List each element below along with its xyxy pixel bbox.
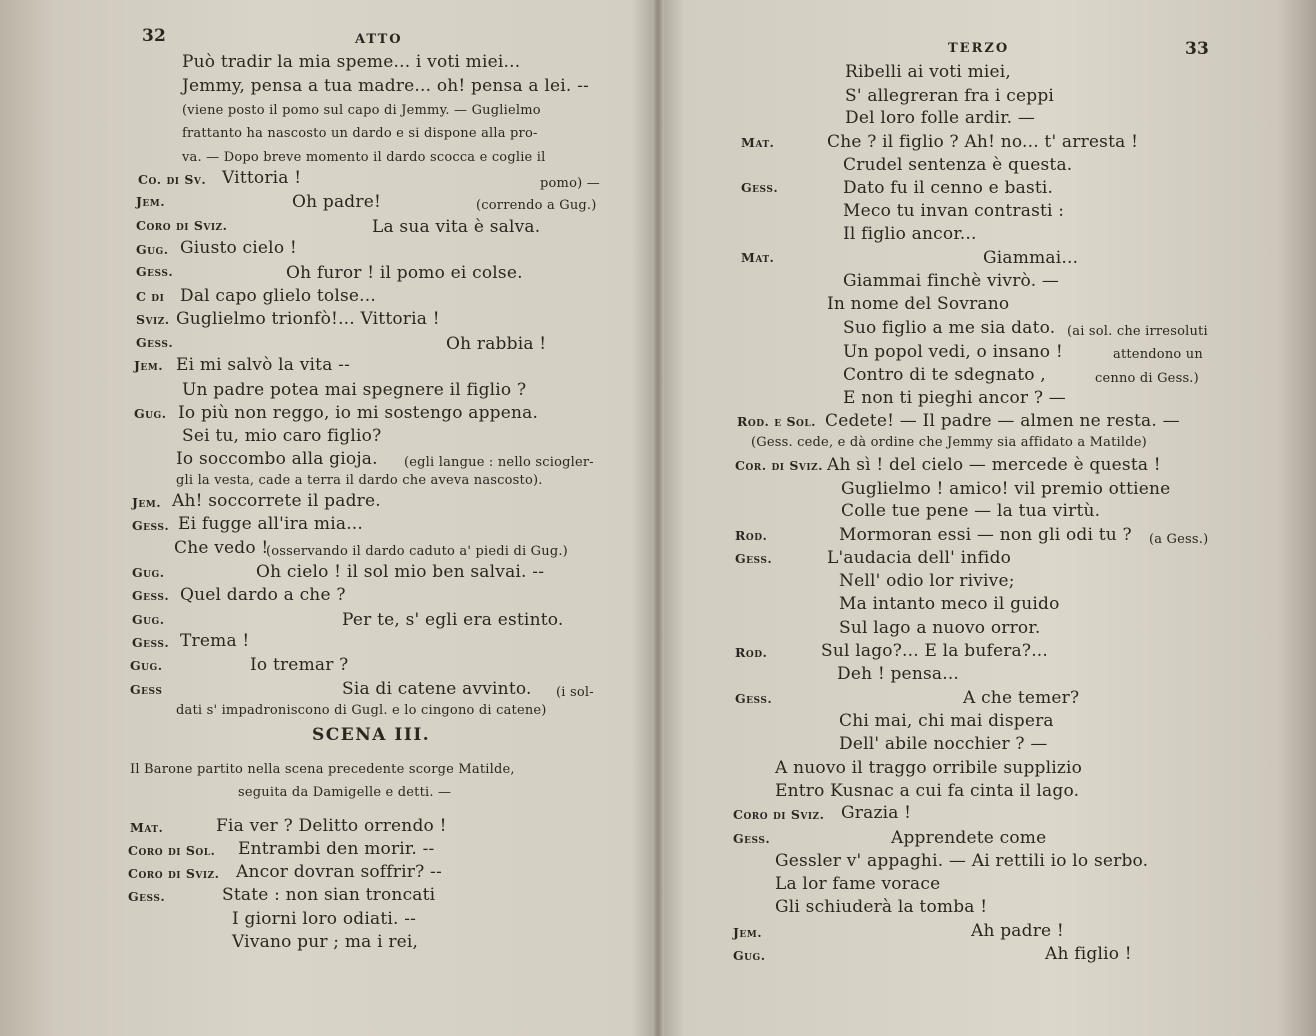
verse-line: Un padre potea mai spegnere il figlio ? — [182, 380, 527, 400]
verse-line: In nome del Sovrano — [827, 294, 1010, 314]
stage-direction: (a Gess.) — [1149, 532, 1209, 547]
stage-direction: cenno di Gess.) — [1095, 371, 1199, 386]
speaker-label: Rod. — [735, 528, 768, 543]
verse-line: Oh furor ! il pomo ei colse. — [286, 263, 523, 283]
verse-line: Entro Kusnac a cui fa cinta il lago. — [775, 781, 1080, 801]
speaker-label: Rod. — [735, 645, 768, 660]
speaker-label: Gug. — [132, 612, 165, 627]
speaker-label: Gess. — [132, 588, 170, 603]
verse-line: Apprendete come — [891, 828, 1047, 848]
stage-direction: attendono un — [1113, 347, 1203, 362]
verse-line: La sua vita è salva. — [372, 217, 541, 237]
verse-line: Quel dardo a che ? — [180, 585, 346, 605]
verse-line: L'audacia dell' infido — [827, 548, 1012, 568]
stage-direction: (viene posto il pomo sul capo di Jemmy. — Guglielmo — [182, 103, 541, 118]
stage-direction: (correndo a Gug.) — [476, 198, 597, 213]
verse-line: Dal capo glielo tolse... — [180, 286, 376, 306]
speaker-label: Jem. — [733, 925, 763, 940]
verse-line: Sia di catene avvinto. — [342, 679, 532, 699]
verse-line: E non ti pieghi ancor ? — — [843, 388, 1066, 408]
stage-direction: (osservando il dardo caduto a' piedi di Gug.) — [266, 544, 568, 559]
verse-line: Ribelli ai voti miei, — [845, 62, 1012, 82]
running-head: ATTO — [355, 32, 403, 47]
verse-line: Sei tu, mio caro figlio? — [182, 426, 382, 446]
verse-line: Nell' odio lor rivive; — [839, 571, 1015, 591]
verse-line: Jemmy, pensa a tua madre... oh! pensa a lei. -- — [182, 76, 589, 96]
speaker-label: Mat. — [741, 135, 775, 150]
speaker-label: C di — [136, 289, 165, 304]
verse-line: Che ? il figlio ? Ah! no... t' arresta ! — [827, 132, 1139, 152]
speaker-label: Gess — [130, 682, 163, 697]
right-page — [661, 0, 1316, 1036]
verse-line: Giammai... — [983, 248, 1079, 268]
speaker-label: Sviz. — [136, 312, 170, 327]
speaker-label: Gug. — [733, 948, 766, 963]
speaker-label: Gess. — [132, 518, 170, 533]
verse-line: A nuovo il traggo orribile supplizio — [775, 758, 1083, 778]
speaker-label: Gess. — [735, 551, 773, 566]
speaker-label: Co. di Sv. — [138, 172, 207, 187]
verse-line: Io tremar ? — [250, 655, 349, 675]
verse-line: Ah figlio ! — [1045, 944, 1132, 964]
verse-line: Vittoria ! — [222, 168, 302, 188]
stage-direction: (egli langue : nello sciogler- — [404, 455, 594, 470]
scene-heading: SCENA III. — [312, 725, 431, 745]
stage-direction: dati s' impadroniscono di Gugl. e lo cingono di catene) — [176, 703, 547, 718]
verse-line: Ah padre ! — [971, 921, 1064, 941]
verse-line: Che vedo ! — [174, 538, 269, 558]
speaker-label: Gug. — [136, 242, 169, 257]
speaker-label: Mat. — [130, 820, 164, 835]
speaker-label: Mat. — [741, 250, 775, 265]
verse-line: Oh padre! — [292, 192, 382, 212]
stage-direction: (Gess. cede, e dà ordine che Jemmy sia affidato a Matilde) — [751, 435, 1147, 450]
speaker-label: Gess. — [735, 691, 773, 706]
speaker-label: Coro di Sviz. — [733, 807, 825, 822]
verse-line: Grazia ! — [841, 803, 912, 823]
verse-line: Per te, s' egli era estinto. — [342, 610, 564, 630]
stage-direction: Il Barone partito nella scena precedente scorge Matilde, — [130, 762, 515, 777]
verse-line: Entrambi den morir. -- — [238, 839, 435, 859]
verse-line: Guglielmo trionfò!... Vittoria ! — [176, 309, 440, 329]
verse-line: Io più non reggo, io mi sostengo appena. — [178, 403, 539, 423]
verse-line: Ei mi salvò la vita -- — [176, 355, 351, 375]
speaker-label: Coro di Sviz. — [136, 218, 228, 233]
verse-line: I giorni loro odiati. -- — [232, 909, 417, 929]
verse-line: Trema ! — [180, 631, 250, 651]
verse-line: Colle tue pene — la tua virtù. — [841, 501, 1101, 521]
stage-direction: (i sol- — [556, 685, 594, 700]
speaker-label: Gug. — [134, 406, 167, 421]
verse-line: Gessler v' appaghi. — Ai rettili io lo serbo. — [775, 851, 1149, 871]
speaker-label: Gug. — [132, 565, 165, 580]
verse-line: Sul lago?... E la bufera?... — [821, 641, 1049, 661]
stage-direction: (ai sol. che irresoluti — [1067, 324, 1208, 339]
speaker-label: Coro di Sol. — [128, 843, 216, 858]
verse-line: Del loro folle ardir. — — [845, 108, 1036, 128]
left-page — [0, 0, 655, 1036]
speaker-label: Gess. — [136, 335, 174, 350]
speaker-label: Cor. di Sviz. — [735, 458, 823, 473]
page-number: 33 — [1185, 39, 1210, 59]
verse-line: Ah sì ! del cielo — mercede è questa ! — [827, 455, 1161, 475]
verse-line: Sul lago a nuovo orror. — [839, 618, 1041, 638]
verse-line: Meco tu invan contrasti : — [843, 201, 1065, 221]
verse-line: Chi mai, chi mai dispera — [839, 711, 1054, 731]
verse-line: Cedete! — Il padre — almen ne resta. — — [825, 411, 1180, 431]
verse-line: Vivano pur ; ma i rei, — [232, 932, 419, 952]
speaker-label: Gess. — [132, 635, 170, 650]
speaker-label: Gess. — [733, 831, 771, 846]
stage-direction: va. — Dopo breve momento il dardo scocca e coglie il — [182, 150, 546, 165]
verse-line: Oh rabbia ! — [446, 334, 547, 354]
verse-line: State : non sian troncati — [222, 885, 436, 905]
verse-line: La lor fame vorace — [775, 874, 941, 894]
speaker-label: Rod. e Sol. — [737, 414, 816, 429]
stage-direction: pomo) — — [540, 176, 600, 191]
page-number: 32 — [142, 26, 167, 46]
verse-line: Ah! soccorrete il padre. — [172, 491, 381, 511]
verse-line: Guglielmo ! amico! vil premio ottiene — [841, 479, 1171, 499]
verse-line: Contro di te sdegnato , — [843, 365, 1046, 385]
verse-line: S' allegreran fra i ceppi — [845, 86, 1055, 106]
verse-line: Suo figlio a me sia dato. — [843, 318, 1056, 338]
verse-line: Gli schiuderà la tomba ! — [775, 897, 988, 917]
speaker-label: Gess. — [741, 180, 779, 195]
verse-line: Fia ver ? Delitto orrendo ! — [216, 816, 447, 836]
verse-line: Mormoran essi — non gli odi tu ? — [839, 525, 1132, 545]
speaker-label: Jem. — [132, 495, 162, 510]
speaker-label: Jem. — [136, 194, 166, 209]
speaker-label: Coro di Sviz. — [128, 866, 220, 881]
verse-line: Crudel sentenza è questa. — [843, 155, 1073, 175]
verse-line: Dato fu il cenno e basti. — [843, 178, 1054, 198]
verse-line: A che temer? — [963, 688, 1080, 708]
verse-line: Un popol vedi, o insano ! — [843, 342, 1063, 362]
verse-line: Ancor dovran soffrir? -- — [236, 862, 442, 882]
stage-direction: gli la vesta, cade a terra il dardo che aveva nascosto). — [176, 473, 543, 488]
stage-direction: seguita da Damigelle e detti. — — [238, 785, 452, 800]
verse-line: Il figlio ancor... — [843, 224, 977, 244]
speaker-label: Jem. — [134, 358, 164, 373]
verse-line: Oh cielo ! il sol mio ben salvai. -- — [256, 562, 545, 582]
verse-line: Può tradir la mia speme... i voti miei... — [182, 52, 521, 72]
verse-line: Ma intanto meco il guido — [839, 594, 1060, 614]
verse-line: Ei fugge all'ira mia... — [178, 514, 364, 534]
running-head: TERZO — [948, 41, 1010, 56]
verse-line: Deh ! pensa... — [837, 664, 960, 684]
speaker-label: Gess. — [136, 264, 174, 279]
stage-direction: frattanto ha nascosto un dardo e si dispone alla pro- — [182, 126, 538, 141]
verse-line: Dell' abile nocchier ? — — [839, 734, 1048, 754]
verse-line: Giammai finchè vivrò. — — [843, 271, 1060, 291]
speaker-label: Gug. — [130, 658, 163, 673]
verse-line: Io soccombo alla gioja. — [176, 449, 378, 469]
verse-line: Giusto cielo ! — [180, 238, 297, 258]
speaker-label: Gess. — [128, 889, 166, 904]
